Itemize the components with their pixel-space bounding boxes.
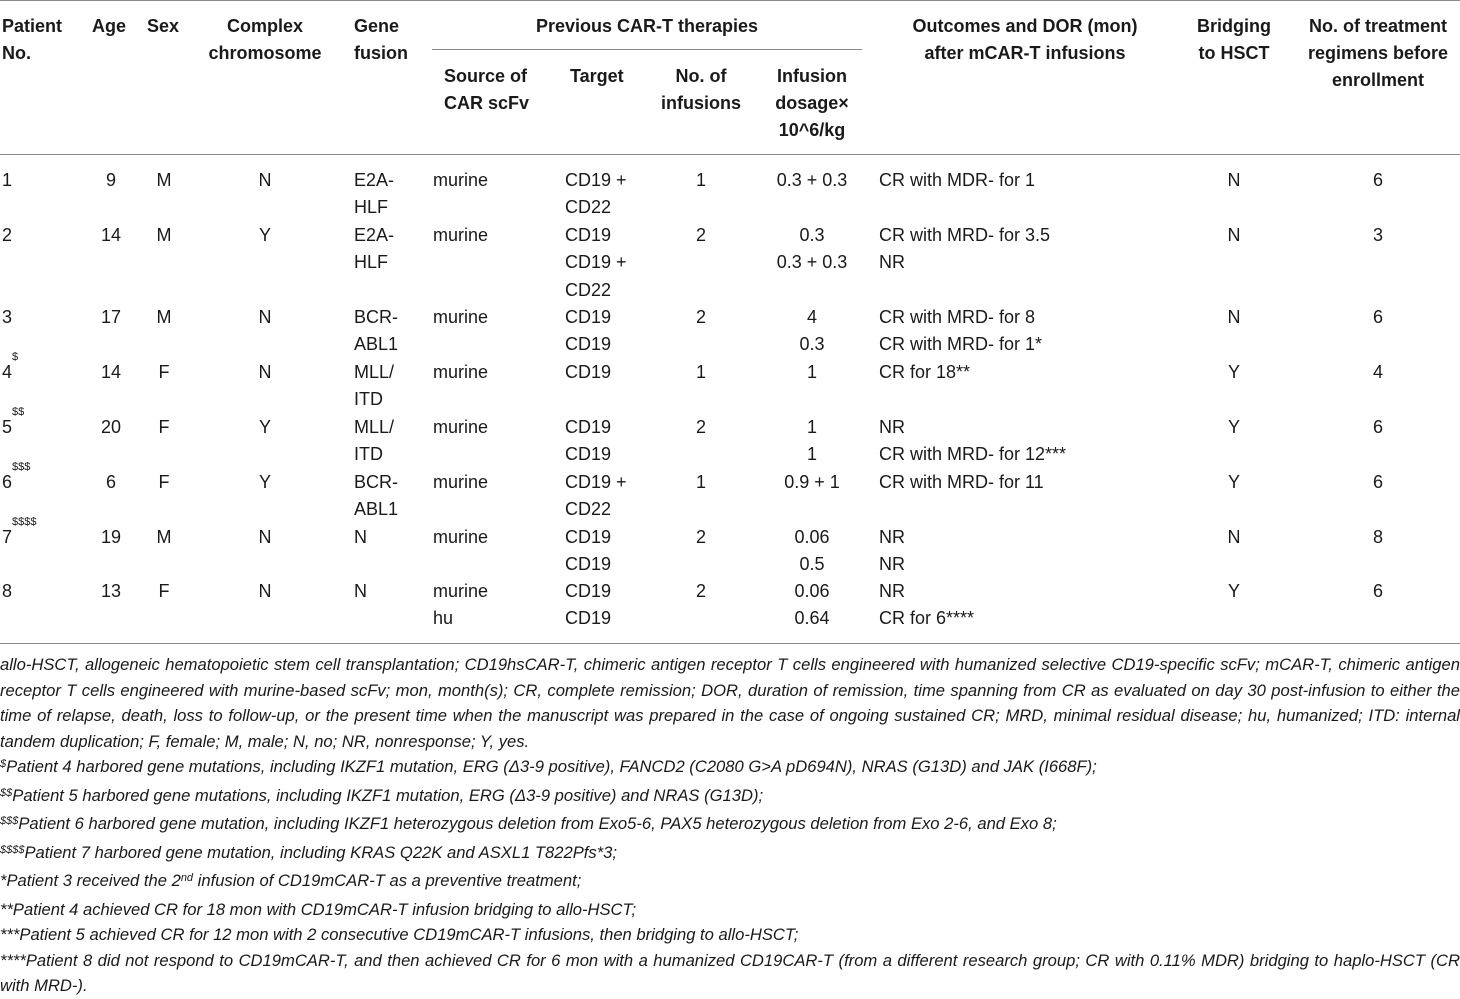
cell-complex: N <box>258 170 272 190</box>
cell-no: 8 <box>2 581 13 601</box>
cell-age: 9 <box>105 170 116 190</box>
cell-regimens: 6 <box>1372 472 1383 492</box>
cell-dose: 0.3 <box>799 334 825 355</box>
cell-gene: N <box>354 581 367 601</box>
cell-dose: 1 <box>806 362 817 382</box>
cell-age: 20 <box>100 417 122 437</box>
cell-outcome: NR <box>879 252 905 273</box>
header-gene-fusion: Gene fusion <box>354 16 408 63</box>
cell-sex: F <box>158 362 170 382</box>
cell-bridge: Y <box>1227 417 1240 437</box>
patient-superscript: $ <box>12 351 19 363</box>
table-top-rule <box>0 0 1460 1</box>
cell-target: CD19 <box>565 527 612 547</box>
header-target: Target <box>570 66 624 86</box>
cell-age: 6 <box>105 472 116 492</box>
cell-complex: N <box>258 362 272 382</box>
cell-gene: N <box>354 527 367 547</box>
cell-inf: 2 <box>695 307 706 327</box>
cell-inf: 2 <box>695 417 706 437</box>
cell-sex: F <box>158 417 170 437</box>
cell-complex: N <box>258 581 272 601</box>
footnote-star-2: **Patient 4 achieved CR for 18 mon with CD19mCAR-T infusion bridging to allo-HSCT; <box>0 899 637 919</box>
cell-outcome: CR with MDR- for 1 <box>879 170 1036 190</box>
header-previous-car-t: Previous CAR-T therapies <box>535 16 759 36</box>
cell-regimens: 6 <box>1372 581 1383 601</box>
cell-gene: ABL1 <box>354 334 399 355</box>
cell-gene: ITD <box>354 389 383 410</box>
cell-complex: N <box>258 307 272 327</box>
cell-source: hu <box>433 608 454 629</box>
header-outcomes-dor: Outcomes and DOR (mon) after mCAR-T infusions <box>912 16 1138 63</box>
cell-no: 1 <box>2 170 13 190</box>
cell-no: 6$$$ <box>2 461 31 492</box>
cell-gene: BCR- <box>354 307 398 327</box>
footnote-star-4: ****Patient 8 did not respond to CD19mCAR-T, and then achieved CR for 6 mon with a humanized CD19CAR-T (from a different research group; CR with 0.11% MDR) bridging to haplo-HSCT (CR with MRD-). <box>0 950 1460 995</box>
cell-target: CD19 + <box>565 170 627 190</box>
cell-inf: 2 <box>695 225 706 245</box>
cell-outcome: CR for 18** <box>879 362 971 382</box>
header-complex-chromosome: Complex chromosome <box>208 16 322 63</box>
cell-outcome: NR <box>879 417 905 437</box>
cell-no: 4$ <box>2 351 19 382</box>
cell-dose: 0.5 <box>799 554 825 575</box>
cell-target: CD19 + <box>565 252 627 273</box>
cell-sex: F <box>158 472 170 492</box>
cell-inf: 1 <box>695 170 706 190</box>
cell-target: CD19 <box>565 417 612 437</box>
cell-dose: 0.3 + 0.3 <box>776 252 848 273</box>
cell-target: CD19 <box>565 362 612 382</box>
cell-bridge: N <box>1227 170 1241 190</box>
cell-complex: Y <box>258 417 271 437</box>
cell-no: 2 <box>2 225 13 245</box>
cell-gene: ITD <box>354 444 383 465</box>
cell-target: CD22 <box>565 197 612 218</box>
footnote-star-3: ***Patient 5 achieved CR for 12 mon with 2 consecutive CD19mCAR-T infusions, then bridging to allo-HSCT; <box>0 925 799 944</box>
footnote-patient-5: $$Patient 5 harbored gene mutations, including IKZF1 mutation, ERG (Δ3-9 positive) and NRAS (G13D); <box>0 785 764 805</box>
cell-complex: N <box>258 527 272 547</box>
cell-no: 3 <box>2 307 13 327</box>
cell-source: murine <box>433 472 489 492</box>
cell-target: CD19 <box>565 554 612 575</box>
cell-source: murine <box>433 417 489 437</box>
cell-outcome: CR with MRD- for 11 <box>879 472 1044 492</box>
cell-gene: ABL1 <box>354 499 399 520</box>
cell-sex: F <box>158 581 170 601</box>
header-source-scfv: Source of CAR scFv <box>444 66 530 113</box>
cell-inf: 2 <box>695 581 706 601</box>
cell-bridge: N <box>1227 527 1241 547</box>
footnote-star-1: *Patient 3 received the 2nd infusion of CD19mCAR-T as a preventive treatment; <box>0 871 582 890</box>
footnote-patient-6: $$$Patient 6 harbored gene mutation, including IKZF1 heterozygous deletion from Exo5-6, PAX5 heterozygous deletion from Exo 2-6, and Exo 8; <box>0 814 1057 833</box>
cell-source: murine <box>433 362 489 382</box>
cell-age: 13 <box>100 581 122 601</box>
cell-regimens: 6 <box>1372 307 1383 327</box>
cell-gene: HLF <box>354 252 389 273</box>
cell-outcome: CR with MRD- for 12*** <box>879 444 1067 465</box>
cell-bridge: Y <box>1227 472 1240 492</box>
footnote-patient-4: $Patient 4 harbored gene mutations, including IKZF1 mutation, ERG (Δ3-9 positive), FANCD2 (C2080 G>A pD694N), NRAS (G13D) and JAK (I668F); <box>0 757 1097 776</box>
cell-outcome: NR <box>879 581 905 601</box>
cell-outcome: CR with MRD- for 8 <box>879 307 1036 327</box>
cell-target: CD19 <box>565 225 612 245</box>
cell-source: murine <box>433 170 489 190</box>
cell-dose: 1 <box>806 444 817 465</box>
cell-source: murine <box>433 581 489 601</box>
cell-source: murine <box>433 307 489 327</box>
cell-no: 5$$ <box>2 406 25 437</box>
cell-dose: 1 <box>806 417 817 437</box>
header-bridging-hsct: Bridging to HSCT <box>1197 16 1271 63</box>
cell-dose: 0.06 <box>794 527 830 547</box>
cell-age: 14 <box>100 362 122 382</box>
cell-sex: M <box>156 225 172 245</box>
cell-regimens: 6 <box>1372 417 1383 437</box>
patient-superscript: $$ <box>12 406 25 418</box>
cell-dose: 0.3 <box>799 225 825 245</box>
cell-dose: 0.64 <box>794 608 830 629</box>
cell-outcome: CR with MRD- for 1* <box>879 334 1043 355</box>
cell-gene: BCR- <box>354 472 398 492</box>
footnote-patient-7: $$$$Patient 7 harbored gene mutation, including KRAS Q22K and ASXL1 T822Pfs*3; <box>0 842 618 862</box>
patient-superscript: $$$ <box>12 461 31 473</box>
cell-outcome: CR with MRD- for 3.5 <box>879 225 1051 245</box>
patient-superscript: $$$$ <box>12 516 37 528</box>
cell-age: 14 <box>100 225 122 245</box>
cell-bridge: Y <box>1227 362 1240 382</box>
cell-dose: 0.06 <box>794 581 830 601</box>
cell-outcome: NR <box>879 527 905 547</box>
header-sex: Sex <box>147 16 180 36</box>
cell-outcome: CR for 6**** <box>879 608 975 629</box>
table-bottom-rule <box>0 643 1460 644</box>
cell-dose: 0.9 + 1 <box>784 472 840 492</box>
cell-gene: E2A- <box>354 225 395 245</box>
cell-inf: 1 <box>695 472 706 492</box>
cell-dose: 0.3 + 0.3 <box>776 170 848 190</box>
cell-dose: 4 <box>806 307 817 327</box>
cell-regimens: 4 <box>1372 362 1383 382</box>
header-num-infusions: No. of infusions <box>661 66 741 113</box>
cell-target: CD19 <box>565 608 612 629</box>
cell-inf: 2 <box>695 527 706 547</box>
cell-outcome: NR <box>879 554 905 575</box>
cell-target: CD19 <box>565 444 612 465</box>
header-patient-no: Patient No. <box>2 16 63 63</box>
cell-gene: MLL/ <box>354 362 395 382</box>
cell-gene: HLF <box>354 197 389 218</box>
cell-source: murine <box>433 225 489 245</box>
cell-target: CD22 <box>565 499 612 520</box>
header-treatment-regimens: No. of treatment regimens before enrollment <box>1307 16 1449 90</box>
cell-regimens: 8 <box>1372 527 1383 547</box>
cell-target: CD19 <box>565 581 612 601</box>
cell-target: CD19 <box>565 334 612 355</box>
cell-inf: 1 <box>695 362 706 382</box>
cell-regimens: 3 <box>1372 225 1383 245</box>
cell-target: CD19 <box>565 307 612 327</box>
cell-target: CD19 + <box>565 472 627 492</box>
footnote-abbreviations: allo-HSCT, allogeneic hematopoietic stem cell transplantation; CD19hsCAR-T, chimeric antigen receptor T cells engineered with humanized selective CD19-specific scFv; mCAR-T, chimeric antigen receptor T cells engineered with murine-based scFv; mon, month(s); CR, complete remission; DOR, duration of remission, time spanning from CR as evaluated on day 30 post-infusion to either the time of relapse, death, loss to follow-up, or the present time when the manuscript was prepared in the case of ongoing sustained CR; MRD, minimal residual disease; hu, humanized; ITD: internal tandem duplication; F, female; M, male; N, no; NR, nonresponse; Y, yes. <box>0 655 1460 751</box>
cell-bridge: Y <box>1227 581 1240 601</box>
cell-gene: E2A- <box>354 170 395 190</box>
cell-gene: MLL/ <box>354 417 395 437</box>
cell-regimens: 6 <box>1372 170 1383 190</box>
cell-age: 19 <box>100 527 122 547</box>
header-age: Age <box>92 16 127 36</box>
cell-no: 7$$$$ <box>2 516 37 547</box>
cell-bridge: N <box>1227 307 1241 327</box>
table-footnotes <box>0 652 1460 999</box>
header-infusion-dosage: Infusion dosage× 10^6/kg <box>775 66 849 140</box>
cell-complex: Y <box>258 225 271 245</box>
cell-sex: M <box>156 170 172 190</box>
cell-sex: M <box>156 307 172 327</box>
cell-bridge: N <box>1227 225 1241 245</box>
cell-complex: Y <box>258 472 271 492</box>
cell-sex: M <box>156 527 172 547</box>
cell-age: 17 <box>100 307 122 327</box>
cell-source: murine <box>433 527 489 547</box>
header-bottom-rule <box>0 154 1460 155</box>
cell-target: CD22 <box>565 279 612 300</box>
header-group-rule <box>432 49 862 50</box>
